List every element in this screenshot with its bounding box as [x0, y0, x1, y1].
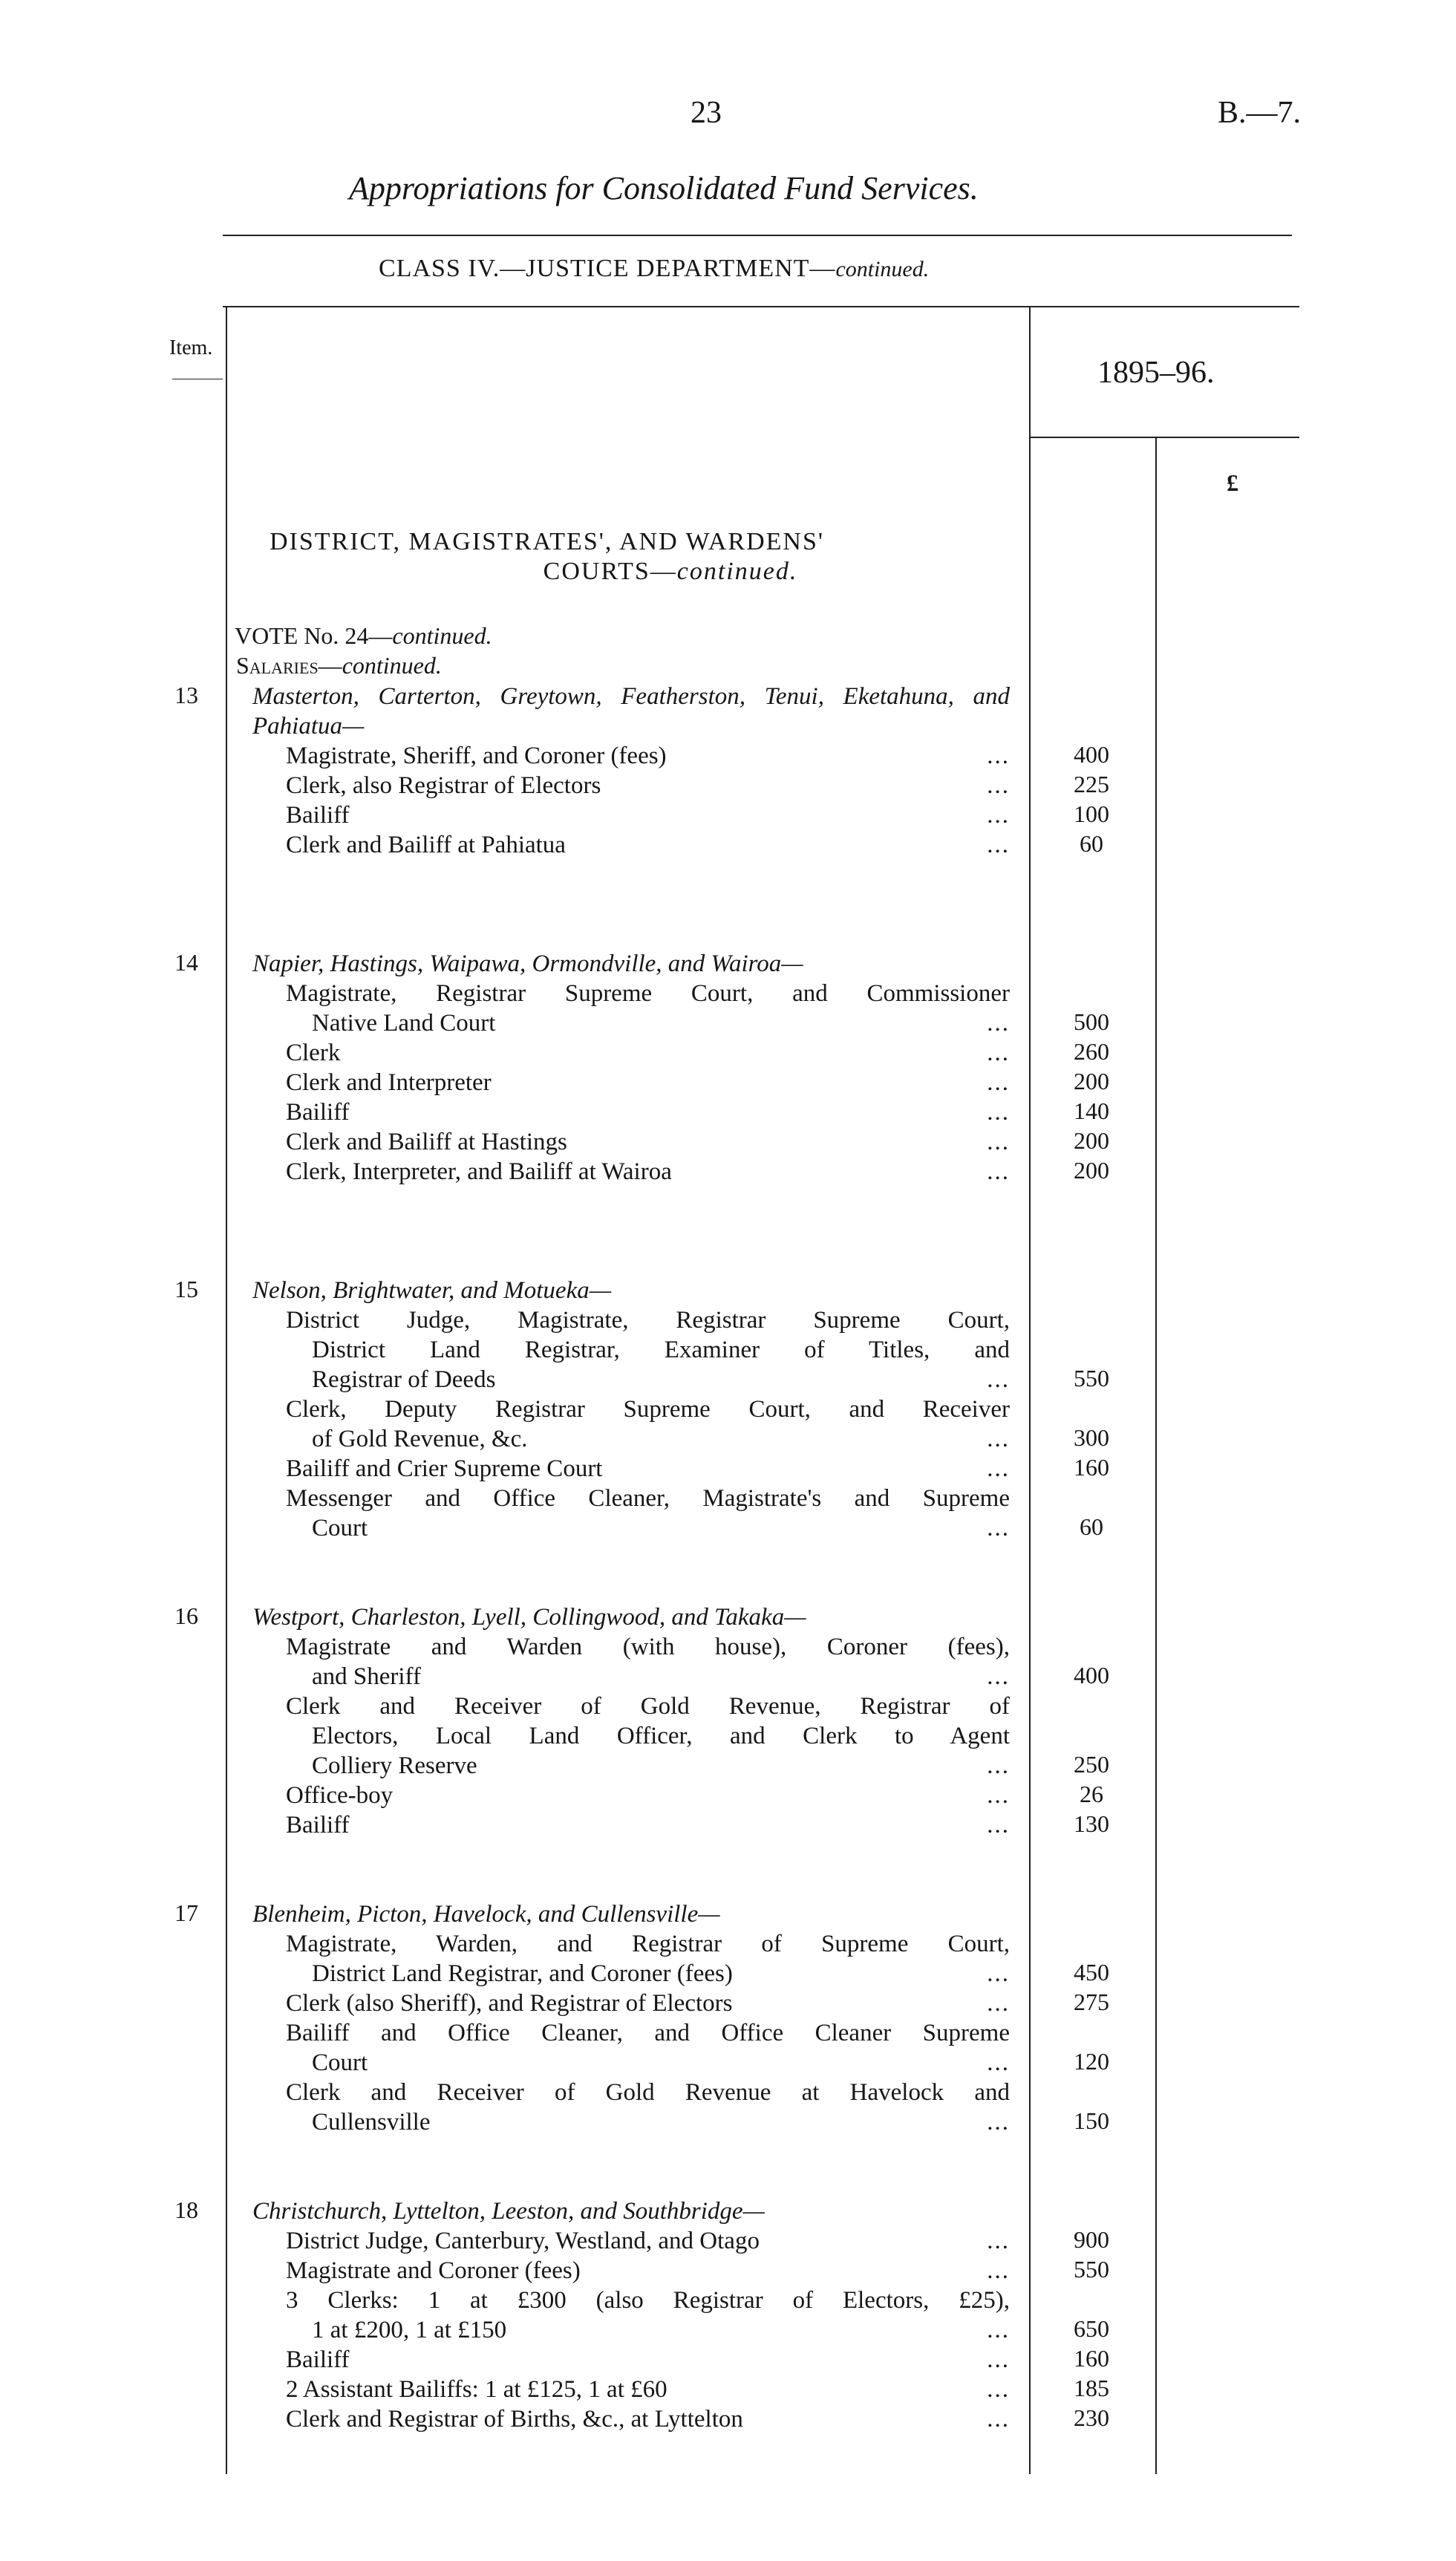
entry-text: Bailiff [286, 2346, 350, 2373]
entry-text: Court [312, 2049, 368, 2076]
class-heading [379, 255, 929, 283]
item-heading: Blenheim, Picton, Havelock, and Cullensville— [252, 1901, 720, 1928]
item-number: 17 [174, 1899, 198, 1926]
entry-row: Clerk and Receiver of Gold Revenue at Havelock and [286, 2079, 1010, 2106]
entry-row: Magistrate, Warden, and Registrar of Supreme Court, [286, 1931, 1010, 1957]
entry-text: Clerk, Interpreter, and Bailiff at Wairoa [286, 1158, 672, 1185]
dot-leader: ... [987, 1960, 1010, 1987]
entry-text: Bailiff [286, 1099, 350, 1126]
entry-text: Bailiff [286, 1812, 350, 1839]
entry-row [286, 1068, 1010, 1097]
entry-amount: 60 [1080, 1513, 1103, 1540]
entry-amount: 400 [1074, 741, 1109, 768]
entry-text: 2 Assistant Bailiffs: 1 at £125, 1 at £60 [286, 2376, 667, 2403]
entry-amount: 300 [1074, 1424, 1109, 1451]
entry-text: Cullensville [312, 2109, 431, 2136]
entry-text: Clerk [286, 1040, 341, 1066]
item-number: 18 [174, 2196, 198, 2223]
entry-row: Bailiff and Office Cleaner, and Office Cleaner Supreme [286, 2020, 1010, 2046]
entry-row: Electors, Local Land Officer, and Clerk to Agent [312, 1723, 1010, 1749]
entry-text: Clerk and Bailiff at Pahiatua [286, 832, 566, 858]
entry-amount: 160 [1074, 2345, 1109, 2372]
entry-text: Colliery Reserve [312, 1752, 477, 1779]
dot-leader: ... [987, 743, 1010, 769]
entry-row [286, 800, 1010, 830]
entry-row [312, 2048, 1010, 2078]
entry-row [286, 830, 1010, 860]
entry-row [286, 1097, 1010, 1127]
entry-row [286, 2375, 1010, 2404]
table-top-rule [223, 306, 1299, 307]
entry-row [286, 1157, 1010, 1187]
amount-column-divider-right [1155, 437, 1157, 2474]
entry-text: Clerk and Interpreter [286, 1069, 492, 1096]
dot-leader: ... [987, 1663, 1010, 1690]
entry-amount: 200 [1074, 1157, 1109, 1184]
entry-amount: 100 [1074, 800, 1109, 827]
vote-heading [235, 622, 492, 650]
entry-row [312, 2107, 1010, 2137]
entry-amount: 200 [1074, 1068, 1109, 1094]
entry-amount: 185 [1074, 2375, 1109, 2401]
dot-leader: ... [987, 2406, 1010, 2433]
entry-text: Clerk and Bailiff at Hastings [286, 1129, 567, 1155]
entry-row [286, 2256, 1010, 2286]
entry-row: Messenger and Office Cleaner, Magistrate's and Supreme [286, 1485, 1010, 1512]
entry-text: District Land Registrar, and Coroner (fees) [312, 1960, 733, 1987]
entry-row: District Land Registrar, Examiner of Titles, and [312, 1337, 1010, 1363]
entry-row [286, 1810, 1010, 1840]
entry-row [312, 1662, 1010, 1691]
dot-leader: ... [987, 2228, 1010, 2254]
salaries-continued: continued. [342, 652, 442, 679]
entry-row [286, 2226, 1010, 2256]
entry-amount: 260 [1074, 1038, 1109, 1065]
dot-leader: ... [987, 1455, 1010, 1482]
section-heading-continued: continued. [676, 558, 798, 585]
entry-row: Magistrate and Warden (with house), Coroner (fees), [286, 1634, 1010, 1660]
entry-row [312, 1751, 1010, 1781]
salaries-label: Salaries— [236, 652, 342, 679]
entry-row [286, 1781, 1010, 1810]
entry-row [312, 1513, 1010, 1543]
amount-column-divider-left [1029, 306, 1031, 2474]
dot-leader: ... [987, 2109, 1010, 2136]
entry-row: Clerk and Receiver of Gold Revenue, Registrar of [286, 1693, 1010, 1720]
class-heading-continued: continued. [835, 257, 930, 281]
entry-row: Magistrate, Registrar Supreme Court, and Commissioner [286, 980, 1010, 1007]
entry-amount: 150 [1074, 2107, 1109, 2134]
entry-amount: 140 [1074, 1097, 1109, 1124]
entry-text: Magistrate, Sheriff, and Coroner (fees) [286, 743, 667, 769]
entry-row [312, 1424, 1010, 1454]
entry-text: District Judge, Canterbury, Westland, and Otago [286, 2228, 760, 2254]
entry-amount: 160 [1074, 1454, 1109, 1481]
dot-leader: ... [987, 1812, 1010, 1839]
entry-amount: 26 [1080, 1781, 1103, 1807]
entry-row [286, 741, 1010, 771]
dot-leader: ... [987, 832, 1010, 858]
dot-leader: ... [987, 1129, 1010, 1155]
entry-text: Clerk, also Registrar of Electors [286, 772, 601, 799]
vote-label: VOTE No. 24— [235, 622, 393, 649]
entry-amount: 650 [1074, 2315, 1109, 2342]
dot-leader: ... [987, 1782, 1010, 1809]
entry-amount: 450 [1074, 1959, 1109, 1986]
dot-leader: ... [987, 2376, 1010, 2403]
entry-row: 3 Clerks: 1 at £300 (also Registrar of Electors, £25), [286, 2287, 1010, 2314]
year-header-rule [1029, 437, 1299, 438]
item-number: 15 [174, 1276, 198, 1302]
dot-leader: ... [987, 2346, 1010, 2373]
entry-row [286, 1989, 1010, 2018]
dot-leader: ... [987, 1040, 1010, 1066]
entry-row: District Judge, Magistrate, Registrar Supreme Court, [286, 1307, 1010, 1334]
section-heading-courts: COURTS— [543, 558, 677, 585]
entry-text: Native Land Court [312, 1010, 496, 1037]
entry-row [286, 1038, 1010, 1068]
entry-row [286, 771, 1010, 800]
entry-amount: 60 [1080, 830, 1103, 857]
entry-text: of Gold Revenue, &c. [312, 1426, 528, 1452]
dot-leader: ... [987, 1990, 1010, 2017]
dot-leader: ... [987, 1158, 1010, 1185]
item-heading: Christchurch, Lyttelton, Leeston, and Southbridge— [252, 2198, 765, 2225]
section-heading-line2 [270, 557, 1012, 587]
dot-leader: ... [987, 1069, 1010, 1096]
dot-leader: ... [987, 1099, 1010, 1126]
page-title: Appropriations for Consolidated Fund Services. [349, 170, 979, 206]
entry-row [312, 1959, 1010, 1989]
dot-leader: ... [987, 1752, 1010, 1779]
year-column-header: 1895–96. [1097, 356, 1215, 390]
item-column-header: Item. [169, 336, 213, 359]
entry-text: Office-boy [286, 1782, 394, 1809]
item-heading: Masterton, Carterton, Greytown, Featherston, Tenui, Eketahuna, and Pahiatua— [252, 683, 1010, 740]
entry-amount: 225 [1074, 771, 1109, 797]
entry-row [286, 2404, 1010, 2434]
entry-amount: 900 [1074, 2226, 1109, 2253]
vote-continued: continued. [392, 622, 492, 649]
entry-text: Clerk and Registrar of Births, &c., at Lyttelton [286, 2406, 743, 2433]
entry-amount: 550 [1074, 2256, 1109, 2283]
entry-amount: 500 [1074, 1008, 1109, 1035]
entry-amount: 250 [1074, 1751, 1109, 1778]
section-heading [270, 527, 1012, 587]
dot-leader: ... [987, 772, 1010, 799]
item-number: 14 [174, 949, 198, 976]
salaries-heading [236, 652, 442, 679]
entry-text: Clerk (also Sheriff), and Registrar of Electors [286, 1990, 733, 2017]
section-heading-line1: DISTRICT, MAGISTRATES', AND WARDENS' [270, 528, 824, 555]
dot-leader: ... [987, 1366, 1010, 1393]
entry-amount: 400 [1074, 1662, 1109, 1689]
entry-row [286, 1454, 1010, 1484]
item-number: 13 [174, 682, 198, 708]
entry-row [312, 1365, 1010, 1394]
title-rule [223, 235, 1292, 236]
entry-amount: 550 [1074, 1365, 1109, 1392]
entry-text: and Sheriff [312, 1663, 421, 1690]
item-heading: Nelson, Brightwater, and Motueka— [252, 1277, 612, 1304]
dot-leader: ... [987, 1010, 1010, 1037]
entry-row [312, 2315, 1010, 2345]
entry-text: Bailiff and Crier Supreme Court [286, 1455, 603, 1482]
dot-leader: ... [987, 802, 1010, 829]
item-number: 16 [174, 1602, 198, 1629]
dot-leader: ... [987, 2317, 1010, 2343]
entry-amount: 275 [1074, 1989, 1109, 2015]
entry-text: Court [312, 1515, 368, 1542]
entry-row [286, 2345, 1010, 2375]
entry-row: Clerk, Deputy Registrar Supreme Court, and Receiver [286, 1396, 1010, 1423]
item-heading: Napier, Hastings, Waipawa, Ormondville, and Wairoa— [252, 950, 803, 977]
entry-amount: 230 [1074, 2404, 1109, 2431]
dot-leader: ... [987, 1515, 1010, 1542]
entry-text: Magistrate and Coroner (fees) [286, 2257, 581, 2284]
class-heading-main: CLASS IV.—JUSTICE DEPARTMENT— [379, 255, 836, 282]
entry-amount: 120 [1074, 2048, 1109, 2075]
entry-row [312, 1008, 1010, 1038]
page-reference: B.—7. [1218, 96, 1302, 130]
entry-amount: 130 [1074, 1810, 1109, 1837]
entry-row [286, 1127, 1010, 1157]
page-number: 23 [691, 96, 722, 130]
item-column-divider [226, 306, 227, 2474]
dot-leader: ... [987, 2049, 1010, 2076]
entry-text: Registrar of Deeds [312, 1366, 496, 1393]
entry-text: Bailiff [286, 802, 350, 829]
item-heading: Westport, Charleston, Lyell, Collingwood, and Takaka— [252, 1604, 806, 1631]
dot-leader: ... [987, 1426, 1010, 1452]
entry-amount: 200 [1074, 1127, 1109, 1154]
currency-symbol: £ [1227, 469, 1238, 496]
dot-leader: ... [987, 2257, 1010, 2284]
entry-text: 1 at £200, 1 at £150 [312, 2317, 507, 2343]
